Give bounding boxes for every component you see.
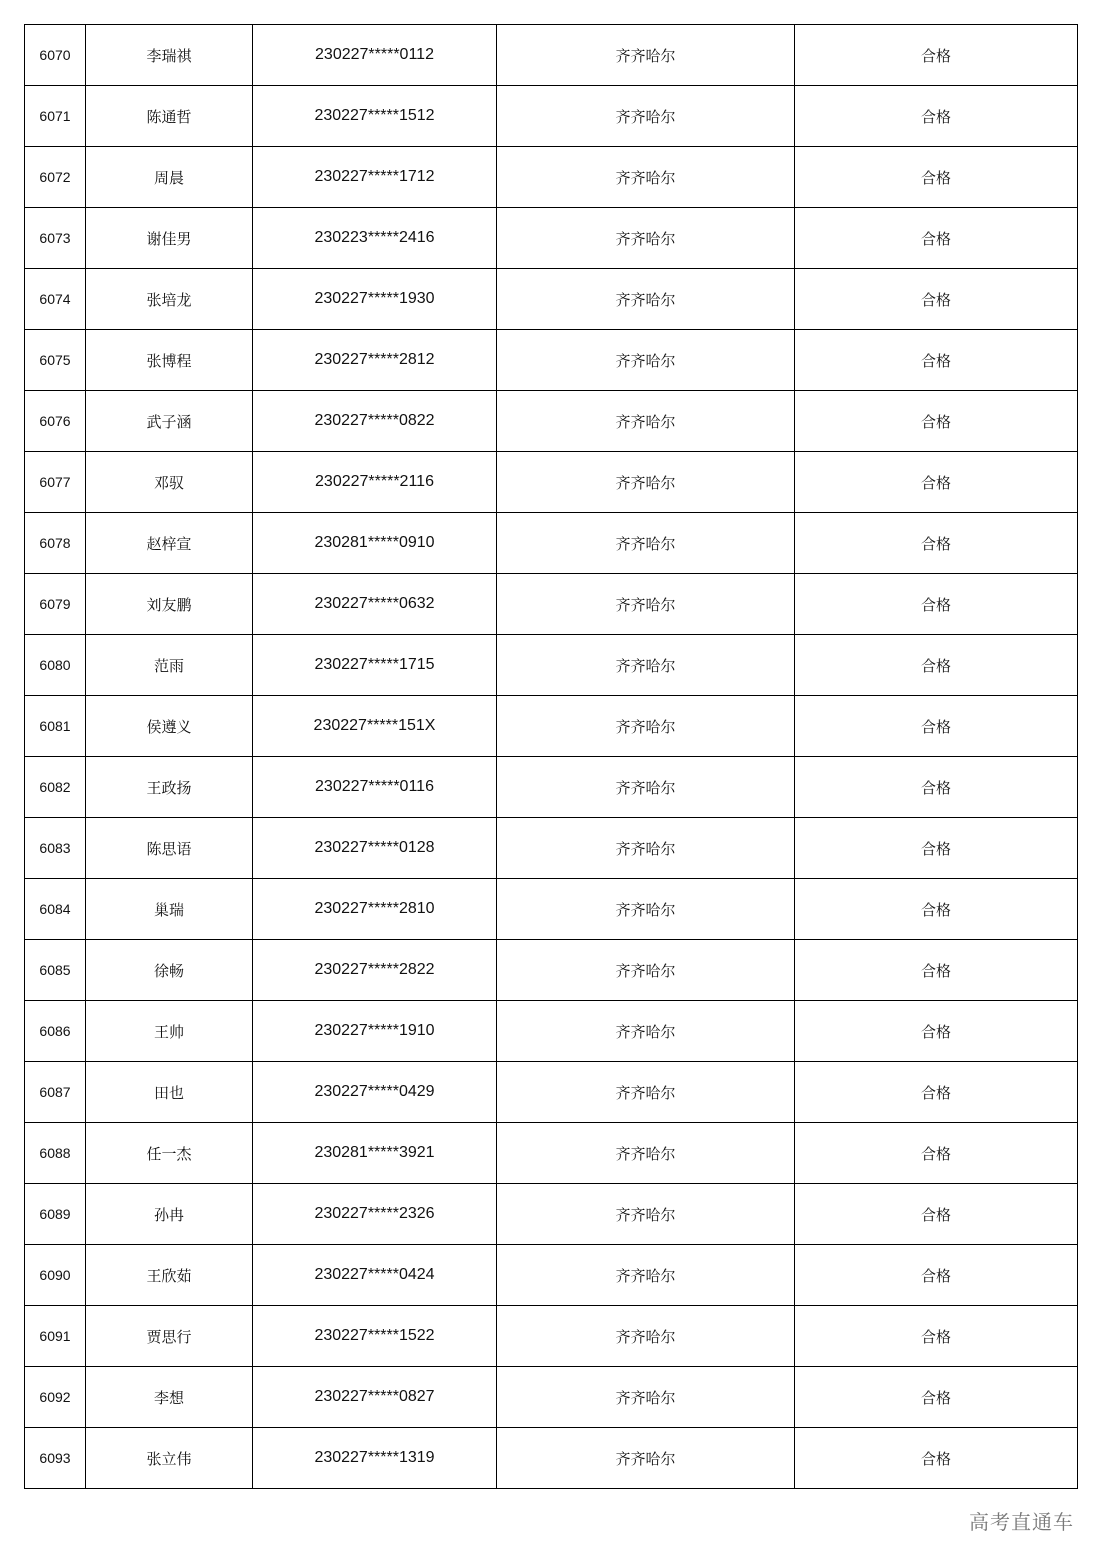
serial-number-cell: 6071 bbox=[25, 86, 86, 147]
result-cell: 合格 bbox=[795, 696, 1078, 757]
id-number-cell: 230281*****3921 bbox=[253, 1123, 497, 1184]
id-number-cell: 230281*****0910 bbox=[253, 513, 497, 574]
name-cell: 陈思语 bbox=[86, 818, 253, 879]
name-cell: 张博程 bbox=[86, 330, 253, 391]
table-row bbox=[25, 818, 1078, 879]
id-number-cell: 230227*****0116 bbox=[253, 757, 497, 818]
id-number-cell: 230227*****2812 bbox=[253, 330, 497, 391]
city-cell: 齐齐哈尔 bbox=[497, 696, 795, 757]
name-cell: 王政扬 bbox=[86, 757, 253, 818]
table-row bbox=[25, 1001, 1078, 1062]
name-cell: 田也 bbox=[86, 1062, 253, 1123]
name-cell: 孙冉 bbox=[86, 1184, 253, 1245]
table-row bbox=[25, 86, 1078, 147]
city-cell: 齐齐哈尔 bbox=[497, 1245, 795, 1306]
city-cell: 齐齐哈尔 bbox=[497, 208, 795, 269]
result-cell: 合格 bbox=[795, 574, 1078, 635]
serial-number-cell: 6074 bbox=[25, 269, 86, 330]
result-cell: 合格 bbox=[795, 1062, 1078, 1123]
result-cell: 合格 bbox=[795, 86, 1078, 147]
table-row bbox=[25, 1367, 1078, 1428]
name-cell: 武子涵 bbox=[86, 391, 253, 452]
table-row bbox=[25, 1184, 1078, 1245]
result-cell: 合格 bbox=[795, 940, 1078, 1001]
id-number-cell: 230227*****1712 bbox=[253, 147, 497, 208]
name-cell: 任一杰 bbox=[86, 1123, 253, 1184]
id-number-cell: 230227*****0827 bbox=[253, 1367, 497, 1428]
result-cell: 合格 bbox=[795, 147, 1078, 208]
table-row bbox=[25, 1428, 1078, 1489]
table-row bbox=[25, 391, 1078, 452]
table-row bbox=[25, 452, 1078, 513]
city-cell: 齐齐哈尔 bbox=[497, 147, 795, 208]
id-number-cell: 230227*****1522 bbox=[253, 1306, 497, 1367]
result-cell: 合格 bbox=[795, 1001, 1078, 1062]
serial-number-cell: 6089 bbox=[25, 1184, 86, 1245]
name-cell: 周晨 bbox=[86, 147, 253, 208]
table-row bbox=[25, 513, 1078, 574]
result-cell: 合格 bbox=[795, 1245, 1078, 1306]
table-row bbox=[25, 635, 1078, 696]
serial-number-cell: 6070 bbox=[25, 25, 86, 86]
id-number-cell: 230227*****0112 bbox=[253, 25, 497, 86]
result-cell: 合格 bbox=[795, 208, 1078, 269]
city-cell: 齐齐哈尔 bbox=[497, 574, 795, 635]
city-cell: 齐齐哈尔 bbox=[497, 1001, 795, 1062]
name-cell: 赵梓宣 bbox=[86, 513, 253, 574]
id-number-cell: 230227*****0424 bbox=[253, 1245, 497, 1306]
id-number-cell: 230227*****2326 bbox=[253, 1184, 497, 1245]
table-row bbox=[25, 1123, 1078, 1184]
name-cell: 刘友鹏 bbox=[86, 574, 253, 635]
serial-number-cell: 6093 bbox=[25, 1428, 86, 1489]
city-cell: 齐齐哈尔 bbox=[497, 1123, 795, 1184]
serial-number-cell: 6076 bbox=[25, 391, 86, 452]
serial-number-cell: 6084 bbox=[25, 879, 86, 940]
serial-number-cell: 6082 bbox=[25, 757, 86, 818]
result-cell: 合格 bbox=[795, 1123, 1078, 1184]
serial-number-cell: 6092 bbox=[25, 1367, 86, 1428]
serial-number-cell: 6075 bbox=[25, 330, 86, 391]
id-number-cell: 230227*****1930 bbox=[253, 269, 497, 330]
id-number-cell: 230227*****1512 bbox=[253, 86, 497, 147]
name-cell: 徐畅 bbox=[86, 940, 253, 1001]
city-cell: 齐齐哈尔 bbox=[497, 513, 795, 574]
serial-number-cell: 6085 bbox=[25, 940, 86, 1001]
name-cell: 陈通哲 bbox=[86, 86, 253, 147]
city-cell: 齐齐哈尔 bbox=[497, 86, 795, 147]
table-row bbox=[25, 1062, 1078, 1123]
city-cell: 齐齐哈尔 bbox=[497, 1428, 795, 1489]
city-cell: 齐齐哈尔 bbox=[497, 879, 795, 940]
table-row bbox=[25, 940, 1078, 1001]
name-cell: 范雨 bbox=[86, 635, 253, 696]
name-cell: 王帅 bbox=[86, 1001, 253, 1062]
serial-number-cell: 6080 bbox=[25, 635, 86, 696]
serial-number-cell: 6073 bbox=[25, 208, 86, 269]
city-cell: 齐齐哈尔 bbox=[497, 1306, 795, 1367]
result-cell: 合格 bbox=[795, 513, 1078, 574]
watermark-text: 高考直通车 bbox=[969, 1510, 1074, 1534]
results-table-container bbox=[24, 24, 1077, 1489]
result-cell: 合格 bbox=[795, 452, 1078, 513]
name-cell: 贾思行 bbox=[86, 1306, 253, 1367]
result-cell: 合格 bbox=[795, 330, 1078, 391]
result-cell: 合格 bbox=[795, 25, 1078, 86]
name-cell: 邓驭 bbox=[86, 452, 253, 513]
serial-number-cell: 6086 bbox=[25, 1001, 86, 1062]
city-cell: 齐齐哈尔 bbox=[497, 391, 795, 452]
serial-number-cell: 6072 bbox=[25, 147, 86, 208]
table-row bbox=[25, 757, 1078, 818]
table-row bbox=[25, 696, 1078, 757]
id-number-cell: 230227*****1319 bbox=[253, 1428, 497, 1489]
name-cell: 李瑞祺 bbox=[86, 25, 253, 86]
id-number-cell: 230227*****0632 bbox=[253, 574, 497, 635]
result-cell: 合格 bbox=[795, 269, 1078, 330]
id-number-cell: 230227*****0822 bbox=[253, 391, 497, 452]
serial-number-cell: 6083 bbox=[25, 818, 86, 879]
city-cell: 齐齐哈尔 bbox=[497, 1062, 795, 1123]
serial-number-cell: 6088 bbox=[25, 1123, 86, 1184]
name-cell: 侯遵义 bbox=[86, 696, 253, 757]
result-cell: 合格 bbox=[795, 879, 1078, 940]
id-number-cell: 230227*****1910 bbox=[253, 1001, 497, 1062]
table-row bbox=[25, 1306, 1078, 1367]
id-number-cell: 230227*****0429 bbox=[253, 1062, 497, 1123]
serial-number-cell: 6090 bbox=[25, 1245, 86, 1306]
id-number-cell: 230227*****151X bbox=[253, 696, 497, 757]
result-cell: 合格 bbox=[795, 1367, 1078, 1428]
city-cell: 齐齐哈尔 bbox=[497, 452, 795, 513]
city-cell: 齐齐哈尔 bbox=[497, 940, 795, 1001]
result-cell: 合格 bbox=[795, 391, 1078, 452]
serial-number-cell: 6079 bbox=[25, 574, 86, 635]
name-cell: 谢佳男 bbox=[86, 208, 253, 269]
city-cell: 齐齐哈尔 bbox=[497, 330, 795, 391]
city-cell: 齐齐哈尔 bbox=[497, 1367, 795, 1428]
result-cell: 合格 bbox=[795, 1428, 1078, 1489]
table-row bbox=[25, 25, 1078, 86]
city-cell: 齐齐哈尔 bbox=[497, 757, 795, 818]
result-cell: 合格 bbox=[795, 757, 1078, 818]
table-row bbox=[25, 147, 1078, 208]
city-cell: 齐齐哈尔 bbox=[497, 269, 795, 330]
table-row bbox=[25, 1245, 1078, 1306]
id-number-cell: 230227*****0128 bbox=[253, 818, 497, 879]
name-cell: 张立伟 bbox=[86, 1428, 253, 1489]
id-number-cell: 230223*****2416 bbox=[253, 208, 497, 269]
table-row bbox=[25, 208, 1078, 269]
serial-number-cell: 6077 bbox=[25, 452, 86, 513]
name-cell: 李想 bbox=[86, 1367, 253, 1428]
table-row bbox=[25, 269, 1078, 330]
id-number-cell: 230227*****2822 bbox=[253, 940, 497, 1001]
serial-number-cell: 6081 bbox=[25, 696, 86, 757]
id-number-cell: 230227*****2810 bbox=[253, 879, 497, 940]
city-cell: 齐齐哈尔 bbox=[497, 635, 795, 696]
name-cell: 王欣茹 bbox=[86, 1245, 253, 1306]
result-cell: 合格 bbox=[795, 635, 1078, 696]
table-row bbox=[25, 879, 1078, 940]
name-cell: 张培龙 bbox=[86, 269, 253, 330]
name-cell: 巢瑞 bbox=[86, 879, 253, 940]
id-number-cell: 230227*****1715 bbox=[253, 635, 497, 696]
result-cell: 合格 bbox=[795, 1184, 1078, 1245]
city-cell: 齐齐哈尔 bbox=[497, 818, 795, 879]
id-number-cell: 230227*****2116 bbox=[253, 452, 497, 513]
table-row bbox=[25, 330, 1078, 391]
serial-number-cell: 6087 bbox=[25, 1062, 86, 1123]
results-table bbox=[24, 24, 1078, 1489]
results-table-body bbox=[25, 25, 1078, 1489]
table-row bbox=[25, 574, 1078, 635]
serial-number-cell: 6091 bbox=[25, 1306, 86, 1367]
city-cell: 齐齐哈尔 bbox=[497, 1184, 795, 1245]
result-cell: 合格 bbox=[795, 1306, 1078, 1367]
serial-number-cell: 6078 bbox=[25, 513, 86, 574]
city-cell: 齐齐哈尔 bbox=[497, 25, 795, 86]
result-cell: 合格 bbox=[795, 818, 1078, 879]
